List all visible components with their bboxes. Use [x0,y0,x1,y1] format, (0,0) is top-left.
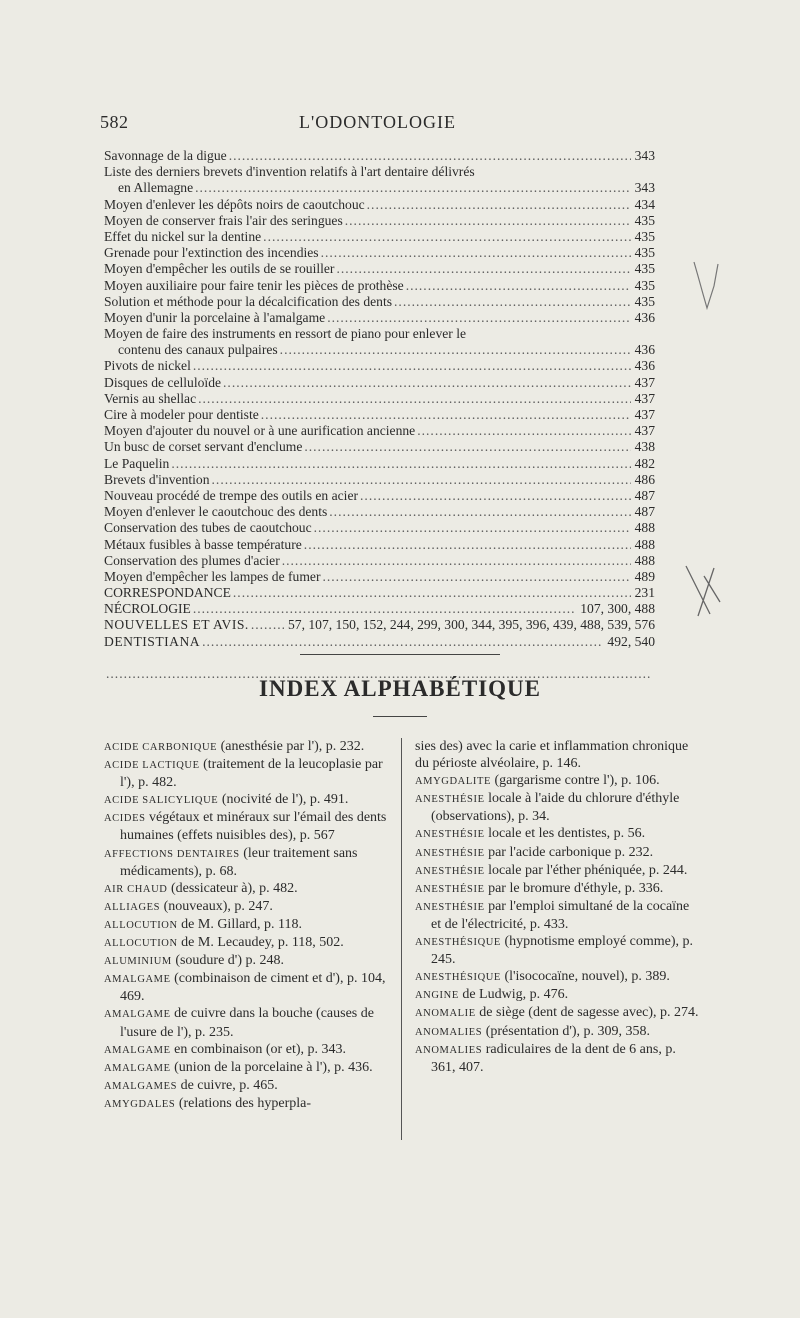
leader-dots [343,213,631,229]
toc-entry-text: Moyen de conserver frais l'air des seringues [104,212,343,228]
leader-dots [196,391,631,407]
toc-page: 437 [634,423,655,439]
index-entry [415,1004,701,1022]
leader-dots [231,585,631,601]
index-entry [104,898,390,916]
toc-entry-text: NÉCROLOGIE [104,601,191,617]
toc-entry-text: Moyen d'ajouter du nouvel or à une aurification ancienne [104,423,416,439]
toc-row [104,407,655,423]
index-entry [415,1041,701,1076]
toc-row [104,472,655,488]
index-entry [104,791,390,809]
index-entry [104,756,390,791]
index-entry [415,772,701,790]
entry-term: AFFECTIONS DENTAIRES [104,848,240,860]
toc-row [104,229,655,245]
table-of-contents [104,148,655,682]
running-title: L'ODONTOLOGIE [299,112,456,132]
toc-row [104,245,655,261]
entry-text: (anesthésie par l'), p. 232. [220,739,365,754]
index-entry [104,916,390,934]
toc-entry-text: Moyen d'empêcher les outils de se rouiller [104,261,335,277]
entry-term: AMALGAMES [104,1080,178,1092]
toc-page: 435 [634,293,655,309]
entry-text: par l'acide carbonique p. 232. [488,844,654,860]
entry-term: AIR CHAUD [104,883,168,895]
toc-row [104,391,655,407]
leader-dots [259,407,631,423]
toc-row [104,148,655,164]
entry-term: AMYGDALITE [415,776,491,788]
entry-text: locale à l'aide du chlorure d'éthyle (observations), p. 34. [431,791,680,825]
index-entry [104,1041,390,1059]
toc-entry-text: Métaux fusibles à basse température [104,536,302,552]
entry-text: de M. Gillard, p. 118. [181,916,302,932]
index-entry [415,898,701,933]
entry-term: ANESTHÉSIE [415,865,485,877]
index-entry [415,825,701,843]
index-entry [104,952,390,970]
entry-term: AMALGAME [104,1009,171,1021]
toc-row [104,180,655,196]
index-entry [104,970,390,1005]
toc-entry-text: CORRESPONDANCE [104,585,231,601]
toc-page: 487 [634,487,655,503]
toc-page: 435 [634,277,655,293]
toc-page: 437 [634,407,655,422]
toc-row [104,634,655,650]
leader-dots [358,488,631,504]
toc-page: 482 [634,455,655,471]
toc-entry-text: Moyen de faire des instruments en ressort de piano pour enlever le [104,326,467,342]
heading-underline [373,716,427,717]
toc-page: 343 [634,148,655,163]
toc-row [104,569,655,585]
toc-entry-text: Vernis au shellac [104,390,197,406]
leader-dots [193,180,630,196]
entry-text: en combinaison (or et), p. 343. [174,1041,346,1057]
pencil-check-mark [690,256,720,316]
entry-text: de siège (dent de sagesse avec), p. 274. [479,1005,699,1021]
index-entry [415,968,701,986]
entry-term: ALLOCUTION [104,938,178,950]
toc-entry-text: DENTISTIANA [104,633,201,649]
toc-page: 437 [634,374,655,390]
toc-entry-text: Solution et méthode pour la décalcification des dents [104,293,393,309]
toc-entry-text: Moyen d'enlever les dépôts noirs de caoutchouc [104,196,365,212]
entry-text: (dessicateur à), p. 482. [170,880,298,896]
entry-term: ANESTHÉSIE [415,847,485,859]
index-columns [104,738,710,1148]
entry-term: AMALGAME [104,1062,171,1074]
leader-dots [261,229,630,245]
leader-dots [191,358,631,374]
entry-term: ALLOCUTION [104,919,178,931]
page-number: 582 [100,112,129,132]
toc-entry-text: Moyen d'empêcher les lampes de fumer [104,568,321,584]
entry-text: (hypnotisme employé comme), p. 245. [431,934,694,968]
toc-page: 107, 300, 488 [580,601,655,617]
index-entry [104,880,390,898]
entry-text: par le bromure d'éthyle, p. 336. [488,880,664,896]
toc-entry-text: Nouveau procédé de trempe des outils en acier [104,487,359,503]
leader-dots [302,537,631,553]
entry-text: locale et les dentistes, p. 56. [488,826,646,842]
toc-row [104,504,655,520]
index-entry [104,1077,390,1095]
toc-page: 435 [634,261,655,277]
leader-dots [280,553,631,569]
leader-dots [210,472,631,488]
toc-page: 488 [634,536,655,552]
toc-page: 343 [634,180,655,196]
running-header [100,112,655,136]
toc-row [104,601,655,617]
index-entry [415,790,701,825]
toc-entry-text: contenu des canaux pulpaires [118,342,278,358]
toc-page: 434 [634,196,655,212]
leader-dots [334,261,630,277]
toc-entry-text: Grenade pour l'extinction des incendies [104,245,319,261]
toc-page: 487 [634,504,655,520]
toc-row [104,617,655,633]
entry-term: ANESTHÉSIE [415,829,485,841]
toc-entry-text: Brevets d'invention [104,471,210,487]
entry-term: ACIDES [104,813,146,825]
leader-dots [392,294,631,310]
entry-term: ANESTHÉSIE [415,901,485,913]
toc-page: 231 [634,585,655,601]
entry-text: (présentation d'), p. 309, 358. [485,1023,651,1039]
entry-text: de cuivre, p. 465. [180,1077,278,1093]
toc-row [104,650,655,666]
toc-page: 436 [634,342,655,358]
toc-row [104,342,655,358]
leader-dots [278,342,631,358]
leader-dots [191,601,576,617]
leader-dots [227,148,631,164]
index-entry [415,844,701,862]
entry-term: ANGINE [415,990,459,1002]
toc-entry-text: Moyen d'enlever le caoutchouc des dents [104,504,328,520]
leader-dots [327,504,630,520]
toc-entry-text: Savonnage de la digue [104,148,227,163]
leader-dots [365,197,631,213]
toc-page: 486 [634,471,655,487]
index-entry [104,1059,390,1077]
entry-text: (nouveaux), p. 247. [163,898,273,914]
toc-entry-text: Effet du nickel sur la dentine [104,228,262,244]
index-entry [415,986,701,1004]
toc-page: 489 [634,568,655,584]
toc-row [104,213,655,229]
toc-row [104,197,655,213]
entry-term: ALLIAGES [104,901,161,913]
toc-row [104,294,655,310]
entry-text: radiculaires de la dent de 6 ans, p. 361, 407. [431,1041,676,1075]
toc-row [104,423,655,439]
entry-term: AMALGAME [104,974,171,986]
entry-text: (leur traitement sans médicaments), p. 68. [120,845,358,879]
entry-term: ANOMALIES [415,1044,483,1056]
section-rule [300,654,500,655]
leader-dots [169,456,630,472]
entry-term: ANOMALIES [415,1026,483,1038]
toc-page: 492, 540 [607,633,655,649]
toc-page: 437 [634,390,655,406]
index-entry [415,933,701,968]
entry-term: ANESTHÉSIQUE [415,937,501,949]
entry-term: ANESTHÉSIQUE [415,972,501,984]
entry-text: (soudure d') p. 248. [175,953,284,969]
entry-text: (relations des hyperpla- [178,1095,312,1111]
index-entry [415,880,701,898]
leader-dots [302,439,630,455]
entry-term: ANESTHÉSIE [415,794,485,806]
toc-row [104,326,655,342]
leader-dots [200,634,603,650]
index-entry [104,809,390,844]
pencil-cross-mark [680,562,730,622]
entry-term: ACIDE SALICYLIQUE [104,795,219,807]
toc-page: 436 [634,358,655,374]
toc-entry-text: Conservation des plumes d'acier [104,552,280,568]
toc-row [104,488,655,504]
toc-entry-text: Moyen auxiliaire pour faire tenir les pièces de prothèse [104,277,404,293]
entry-text: (union de la porcelaine à l'), p. 436. [174,1059,373,1075]
entry-term: ACIDE CARBONIQUE [104,742,218,753]
index-entry [104,738,390,756]
leader-dots [325,310,630,326]
leader-dots [249,617,284,633]
entry-term: ANESTHÉSIE [415,883,485,895]
entry-term: AMYGDALES [104,1098,176,1110]
toc-row [104,164,655,180]
leader-dots [404,278,631,294]
entry-text: locale par l'éther phéniquée, p. 244. [488,862,688,878]
toc-page: 435 [634,228,655,244]
index-entry-continuation [415,738,701,772]
toc-page: 436 [634,309,655,325]
leader-dots [312,520,631,536]
index-column-right [415,738,701,1076]
entry-text: (l'isococaïne, nouvel), p. 389. [504,969,670,985]
toc-row [104,537,655,553]
toc-row [104,310,655,326]
entry-term: ACIDE LACTIQUE [104,760,200,772]
index-entry [104,1005,390,1040]
entry-text: de Ludwig, p. 476. [462,987,569,1003]
leader-dots [320,569,630,585]
toc-entry-text: Conservation des tubes de caoutchouc [104,520,312,536]
entry-term: AMALGAME [104,1044,171,1056]
toc-row [104,278,655,294]
entry-text: (gargarisme contre l'), p. 106. [494,773,660,789]
toc-row [104,585,655,601]
toc-row [104,439,655,455]
index-column-left [104,738,390,1113]
toc-row [104,456,655,472]
index-entry [104,845,390,880]
toc-entry-text: Un busc de corset servant d'enclume [104,439,303,455]
index-entry [104,934,390,952]
toc-page: 435 [634,212,655,228]
entry-term: ALUMINIUM [104,956,172,968]
entry-text: par l'emploi simultané de la cocaïne et de l'électricité, p. 433. [431,898,690,932]
toc-entry-text: Cire à modeler pour dentiste [104,407,259,422]
toc-row [104,261,655,277]
toc-page: 57, 107, 150, 152, 244, 299, 300, 344, 395, 396, 439, 488, 539, 576 [287,617,655,633]
entry-text: végétaux et minéraux sur l'émail des dents humaines (effets nuisibles des), p. 567 [120,810,387,844]
toc-row [104,553,655,569]
leader-dots [221,375,631,391]
toc-page: 488 [634,520,655,536]
toc-row [104,520,655,536]
leader-dots [319,245,631,261]
toc-page: 438 [634,439,655,455]
entry-text: (traitement de la leucoplasie par l'), p. 482. [120,757,383,791]
toc-entry-text: en Allemagne [118,180,194,196]
entry-text: (nocivité de l'), p. 491. [221,792,349,808]
entry-term: ANOMALIE [415,1008,476,1020]
column-divider [401,738,402,1140]
index-entry [104,1095,390,1113]
toc-row [104,358,655,374]
index-heading: INDEX ALPHABÉTIQUE [259,676,541,701]
entry-text: de cuivre dans la bouche (causes de l'usure de l'), p. 235. [120,1006,374,1040]
index-entry [415,1023,701,1041]
toc-page: 435 [634,245,655,261]
leader-dots [415,423,630,439]
entry-text: (combinaison de ciment et d'), p. 104, 469. [120,971,386,1005]
toc-entry-text: Le Paquelin [104,455,170,471]
toc-entry-text: Disques de celluloïde [104,374,222,390]
toc-page: 488 [634,552,655,568]
toc-entry-text: Moyen d'unir la porcelaine à l'amalgame [104,309,326,325]
entry-text: de M. Lecaudey, p. 118, 502. [181,935,344,951]
entry-text: sies des) avec la carie et inflammation chronique du périoste alvéolaire, p. 146. [415,739,689,772]
toc-entry-text: Liste des derniers brevets d'invention relatifs à l'art dentaire délivrés [104,164,475,180]
toc-entry-text: Pivots de nickel [104,358,191,374]
toc-entry-text: NOUVELLES ET AVIS. [104,617,249,633]
index-entry [415,862,701,880]
toc-row [104,375,655,391]
